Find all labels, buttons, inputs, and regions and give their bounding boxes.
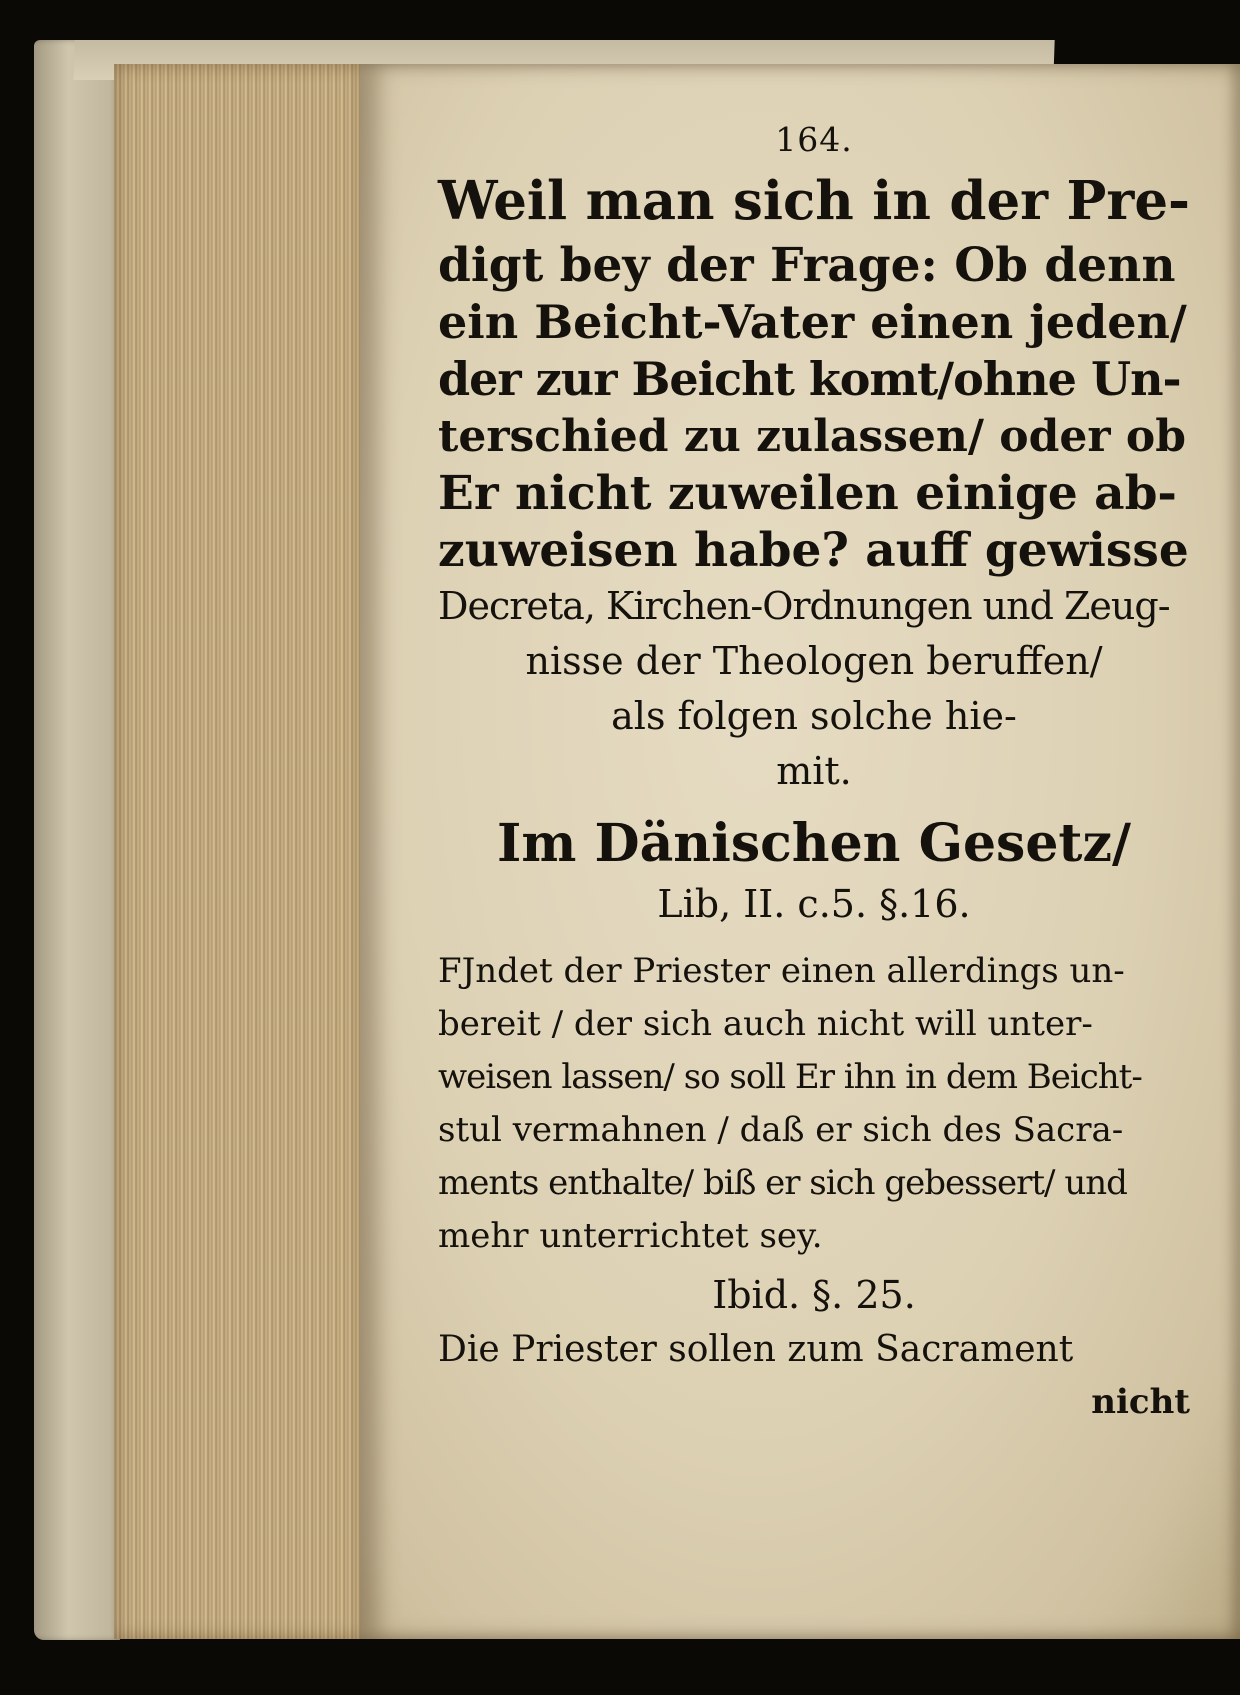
- heading-line: als folgen solche hie-: [611, 694, 1017, 738]
- body-line: ments enthalte/ biß er sich gebessert/ und: [438, 1163, 1127, 1203]
- catchword: nicht: [1091, 1382, 1190, 1422]
- heading-sub: [438, 579, 1190, 799]
- heading-line: ein Beicht-Vater einen jeden/: [438, 295, 1187, 349]
- heading-line: Weil man sich in der Pre-: [438, 170, 1191, 232]
- heading-line: Er nicht zuweilen einige ab-: [438, 466, 1177, 521]
- heading-line: mit.: [776, 749, 852, 793]
- heading-line: zuweisen habe? auff gewisse: [438, 523, 1189, 578]
- body-line: Die Priester sollen zum Sacrament: [438, 1329, 1074, 1370]
- book-cover: [34, 40, 120, 1640]
- last-paragraph: [438, 1323, 1190, 1377]
- body-line: bereit / der sich auch nicht will unter-: [438, 1004, 1093, 1044]
- body-line: FJndet der Priester einen allerdings un-: [438, 951, 1125, 991]
- page-edges: [114, 64, 364, 1639]
- heading-line: der zur Beicht komt/ohne Un-: [438, 352, 1181, 406]
- page-text: [438, 120, 1190, 1427]
- heading-line: digt bey der Frage: Ob denn: [438, 238, 1176, 293]
- heading-line: nisse der Theologen beruffen/: [525, 639, 1103, 683]
- body-line: mehr unterrichtet sey.: [438, 1216, 823, 1256]
- heading: [438, 165, 1190, 579]
- heading-line: terschied zu zulassen/ oder ob: [438, 411, 1186, 462]
- heading-line: Decreta, Kirchen-Ordnungen und Zeug-: [438, 584, 1170, 628]
- body-paragraph: [438, 945, 1190, 1263]
- ibid-reference: Ibid. §. 25.: [712, 1273, 916, 1317]
- page-number: 164.: [775, 120, 853, 159]
- body-line: stul vermahnen / daß er sich des Sacra-: [438, 1110, 1124, 1150]
- section-reference: Lib, II. c.5. §.16.: [657, 882, 971, 926]
- body-line: weisen lassen/ so soll Er ihn in dem Beicht-: [438, 1057, 1142, 1097]
- section-title: Im Dänischen Gesetz/: [497, 813, 1131, 874]
